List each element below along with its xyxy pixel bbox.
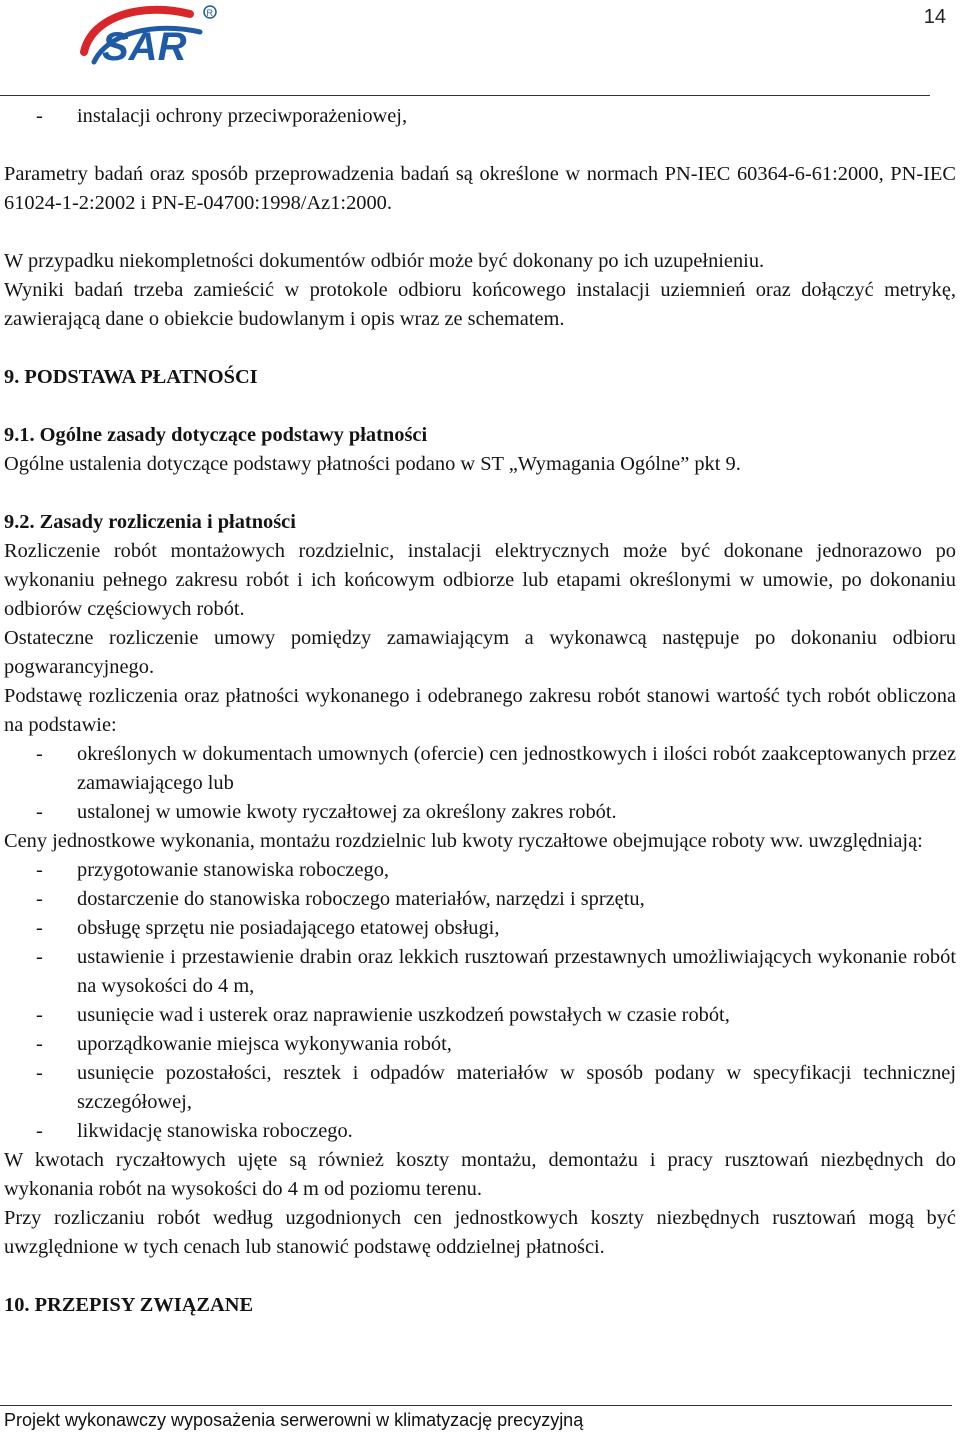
paragraph: Rozliczenie robót montażowych rozdzielnic, instalacji elektrycznych może być dokonane jednorazowo po wykonaniu pełnego zakresu robót i ich końcowym odbiorze lub etapami określonymi w umowie, po dokonaniu odbiorów częściowych robót. [4, 540, 956, 620]
list-item: - instalacji ochrony przeciwporażeniowej, [36, 105, 408, 127]
paragraph: W kwotach ryczałtowych ujęte są również koszty montażu, demontażu i pracy rusztowań niezbędnych do wykonania robót na wysokości do 4 m od poziomu terenu. [4, 1149, 956, 1200]
paragraph: Przy rozliczaniu robót według uzgodnionych cen jednostkowych koszty niezbędnych rusztowań mogą być uwzględnione w tych cenach lub stanowić podstawę oddzielnej płatności. [4, 1207, 956, 1258]
list-item: - ustawienie i przestawienie drabin oraz lekkich rusztowań przestawnych umożliwiających wykonanie robót na wysokości do 4 m, [36, 946, 956, 997]
header-rule [0, 95, 930, 96]
list-item: - dostarczenie do stanowiska roboczego materiałów, narzędzi i sprzętu, [36, 888, 645, 910]
subsection-heading: 9.1. Ogólne zasady dotyczące podstawy płatności [4, 424, 428, 446]
subsection-heading: 9.2. Zasady rozliczenia i płatności [4, 511, 296, 533]
page-number: 14 [923, 6, 946, 28]
list-item: - usunięcie wad i usterek oraz naprawienie uszkodzeń powstałych w czasie robót, [36, 1004, 730, 1026]
svg-text:R: R [206, 8, 213, 18]
logo-wordmark: SAR [102, 25, 187, 69]
list-item: - przygotowanie stanowiska roboczego, [36, 859, 389, 881]
paragraph: W przypadku niekompletności dokumentów odbiór może być dokonany po ich uzupełnieniu. [4, 250, 765, 272]
section-heading: 10. PRZEPISY ZWIĄZANE [4, 1294, 254, 1316]
footer-text: Projekt wykonawczy wyposażenia serwerowni w klimatyzację precyzyjną [4, 1410, 584, 1430]
list-item: - ustalonej w umowie kwoty ryczałtowej za określony zakres robót. [36, 801, 617, 823]
paragraph: Ostateczne rozliczenie umowy pomiędzy zamawiającym a wykonawcą następuje po dokonaniu odbioru pogwarancyjnego. [4, 627, 956, 678]
list-item: - uporządkowanie miejsca wykonywania robót, [36, 1033, 452, 1055]
paragraph: Wyniki badań trzeba zamieścić w protokole odbioru końcowego instalacji uziemnień oraz dołączyć metrykę, zawierającą dane o obiekcie budowlanym i opis wraz ze schematem. [4, 279, 956, 330]
paragraph: Podstawę rozliczenia oraz płatności wykonanego i odebranego zakresu robót stanowi wartość tych robót obliczona na podstawie: [4, 685, 956, 736]
list-item: - określonych w dokumentach umownych (ofercie) cen jednostkowych i ilości robót zaakceptowanych przez zamawiającego lub [36, 743, 956, 794]
paragraph: Ceny jednostkowe wykonania, montażu rozdzielnic lub kwoty ryczałtowe obejmujące roboty ww. uwzględniają: [4, 830, 923, 852]
paragraph: Parametry badań oraz sposób przeprowadzenia badań są określone w normach PN-IEC 60364-6-61:2000, PN-IEC 61024-1-2:2002 i PN-E-04700:1998/Az1:2000. [4, 163, 956, 214]
list-item: - usunięcie pozostałości, resztek i odpadów materiałów w sposób podany w specyfikacji technicznej szczegółowej, [36, 1062, 956, 1113]
section-heading: 9. PODSTAWA PŁATNOŚCI [4, 366, 258, 388]
list-item: - likwidację stanowiska roboczego. [36, 1120, 353, 1142]
paragraph: Ogólne ustalenia dotyczące podstawy płatności podano w ST „Wymagania Ogólne” pkt 9. [4, 453, 741, 475]
footer-rule [0, 1405, 952, 1406]
sar-logo [72, 2, 222, 74]
list-item: - obsługę sprzętu nie posiadającego etatowej obsługi, [36, 917, 500, 939]
document-body [4, 102, 956, 1320]
